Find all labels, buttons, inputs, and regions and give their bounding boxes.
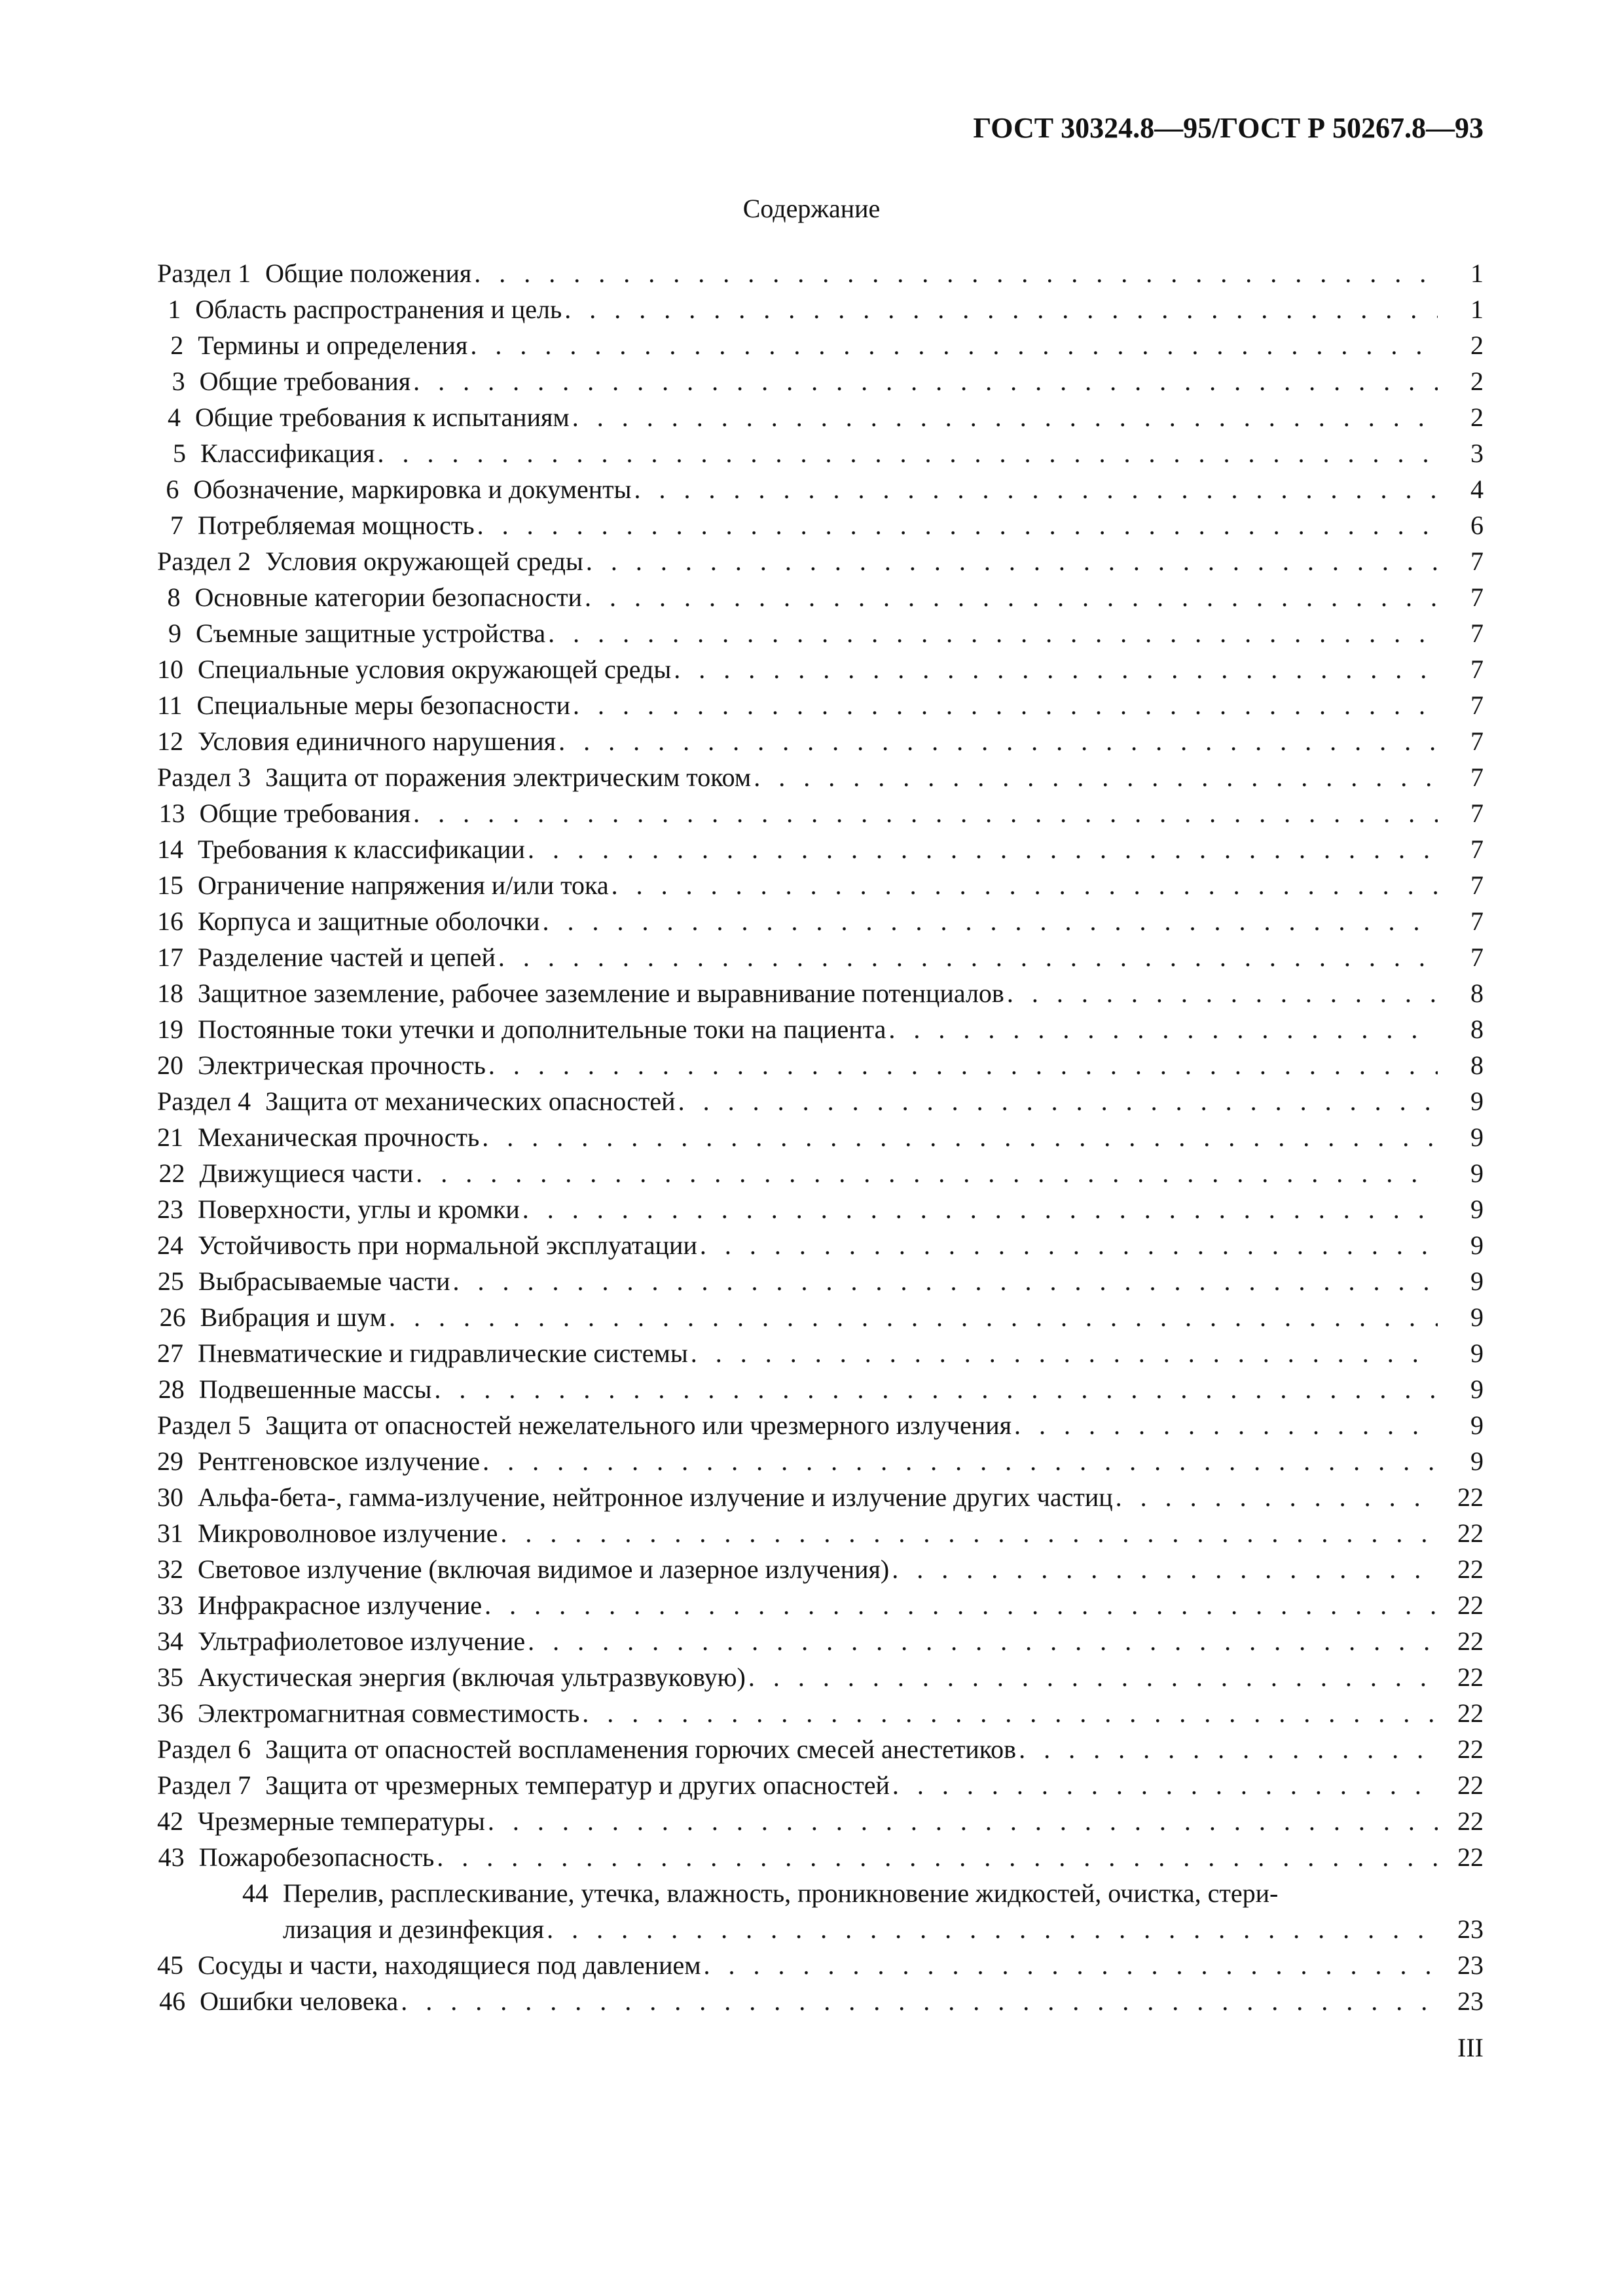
dot-leader — [413, 795, 1438, 831]
toc-page-number: 7 — [1470, 547, 1484, 576]
toc-item-row — [157, 1587, 1484, 1623]
toc-section-row — [157, 1083, 1484, 1119]
dot-leader — [500, 1515, 1438, 1551]
toc-section-number: Раздел 1 — [157, 259, 251, 288]
toc-section-number: Раздел 5 — [157, 1410, 251, 1440]
toc-item-label: Общие требования — [199, 367, 411, 396]
toc-item-number: 18 — [157, 978, 183, 1008]
toc-entry — [157, 1803, 1438, 1839]
toc-item-number: 27 — [157, 1338, 183, 1368]
toc-entry — [157, 1587, 1438, 1623]
toc-entry — [157, 399, 1438, 435]
toc-item-number: 31 — [157, 1518, 183, 1548]
toc-item-label: Общие требования — [199, 798, 411, 828]
toc-item-row — [157, 1839, 1484, 1875]
dot-leader — [585, 579, 1438, 615]
toc-item-row — [157, 723, 1484, 759]
dot-leader — [573, 687, 1438, 723]
toc-item-label: Акустическая энергия (включая ультразвуковую) — [198, 1662, 746, 1692]
toc-item-row — [157, 579, 1484, 615]
toc-entry — [157, 1983, 1438, 2019]
toc-item-label: Основные категории безопасности — [194, 583, 582, 612]
toc-item-row — [157, 1155, 1484, 1191]
toc-item-row — [157, 1443, 1484, 1479]
toc-item-label: Требования к классификации — [198, 834, 525, 864]
toc-entry — [157, 1047, 1438, 1083]
dot-leader — [484, 1587, 1438, 1623]
toc-page-number: 22 — [1457, 1482, 1484, 1512]
toc-item-label: Световое излучение (включая видимое и лазерное излучения) — [198, 1554, 890, 1584]
dot-leader — [434, 1371, 1438, 1407]
toc-item-row — [157, 1983, 1484, 2019]
dot-leader — [474, 255, 1438, 291]
toc-page-number: 22 — [1457, 1662, 1484, 1692]
toc-page-number: 22 — [1457, 1590, 1484, 1620]
toc-entry — [157, 543, 1438, 579]
toc-item-row — [157, 651, 1484, 687]
toc-item-label: Обозначение, маркировка и документы — [193, 475, 632, 504]
toc-entry — [157, 615, 1438, 651]
toc-page-number: 7 — [1470, 762, 1484, 792]
toc-entry — [157, 975, 1438, 1011]
toc-section-label: Защита от механических опасностей — [265, 1086, 676, 1116]
toc-item-label: Подвешенные массы — [198, 1374, 432, 1404]
dot-leader — [488, 1803, 1438, 1839]
toc-item-label: Корпуса и защитные оболочки — [198, 906, 540, 936]
toc-item-number: 46 — [159, 1986, 186, 2016]
dot-leader — [892, 1767, 1438, 1803]
dot-leader — [522, 1191, 1438, 1227]
toc-entry — [157, 1227, 1438, 1263]
toc-item-label: Условия единичного нарушения — [198, 726, 556, 756]
toc-page-number: 7 — [1470, 798, 1484, 828]
toc-item-label: Термины и определения — [198, 331, 468, 360]
dot-leader — [748, 1659, 1438, 1695]
dot-leader — [377, 435, 1438, 471]
toc-page-number: 8 — [1470, 1050, 1484, 1080]
toc-item-row — [157, 1479, 1484, 1515]
toc-item-label: Устойчивость при нормальной эксплуатации — [198, 1230, 697, 1260]
toc-item-label: Ошибки человека — [200, 1986, 399, 2016]
toc-item-number: 16 — [157, 906, 183, 936]
toc-page-number: 22 — [1457, 1626, 1484, 1656]
toc-entry — [157, 903, 1438, 939]
toc-page-number: 9 — [1470, 1122, 1484, 1152]
toc-entry — [157, 1731, 1438, 1767]
toc-item-number: 33 — [157, 1590, 183, 1620]
toc-item-row — [157, 939, 1484, 975]
toc-entry — [157, 327, 1438, 363]
toc-item-number: 3 — [172, 367, 185, 396]
toc-item-row — [157, 1623, 1484, 1659]
toc-page-number: 2 — [1470, 367, 1484, 396]
toc-entry — [157, 579, 1438, 615]
toc-page-number: 3 — [1470, 439, 1484, 468]
toc-item-row — [157, 867, 1484, 903]
toc-item-row — [157, 1875, 1484, 1947]
dot-leader — [542, 903, 1438, 939]
toc-item-label: Общие требования к испытаниям — [194, 403, 570, 432]
toc-page-number: 22 — [1457, 1734, 1484, 1764]
toc-item-label: Постоянные токи утечки и дополнительные токи на пациента — [198, 1014, 886, 1044]
toc-item-row — [157, 1263, 1484, 1299]
toc-item-label: Сосуды и части, находящиеся под давлением — [198, 1950, 701, 1980]
toc-page-number: 9 — [1470, 1446, 1484, 1476]
toc-item-label: Специальные условия окружающей среды — [198, 655, 672, 684]
toc-page-number: 1 — [1470, 259, 1484, 288]
dot-leader — [582, 1695, 1438, 1731]
dot-leader — [634, 471, 1438, 507]
toc-item-label: Микроволновое излучение — [198, 1518, 498, 1548]
toc-item-number: 30 — [157, 1482, 183, 1512]
toc-item-number: 23 — [157, 1194, 183, 1224]
table-of-contents — [157, 255, 1484, 2019]
toc-entry — [157, 867, 1438, 903]
toc-page-number: 8 — [1470, 978, 1484, 1008]
toc-item-number: 12 — [157, 726, 183, 756]
toc-entry — [157, 1335, 1438, 1371]
toc-item-number: 20 — [157, 1050, 183, 1080]
toc-section-row — [157, 1407, 1484, 1443]
dot-leader — [700, 1227, 1438, 1263]
toc-entry-line2 — [283, 1911, 1438, 1947]
toc-section-label: Защита от поражения электрическим током — [265, 762, 752, 792]
dot-leader — [548, 615, 1438, 651]
dot-leader — [482, 1119, 1438, 1155]
toc-item-number: 43 — [158, 1842, 185, 1872]
toc-item-row — [157, 1335, 1484, 1371]
page-number: III — [1457, 2033, 1484, 2062]
toc-item-row — [157, 1011, 1484, 1047]
dot-leader — [1019, 1731, 1438, 1767]
dot-leader — [470, 327, 1438, 363]
dot-leader — [416, 1155, 1438, 1191]
toc-section-number: Раздел 4 — [157, 1086, 251, 1116]
toc-item-number: 11 — [157, 691, 183, 720]
dot-leader — [586, 543, 1438, 579]
toc-item-label: Защитное заземление, рабочее заземление и выравнивание потенциалов — [198, 978, 1004, 1008]
toc-item-row — [157, 615, 1484, 651]
toc-item-label: Пневматические и гидравлические системы — [198, 1338, 688, 1368]
toc-entry — [157, 1947, 1438, 1983]
toc-item-label: Инфракрасное излучение — [198, 1590, 483, 1620]
toc-item-number: 19 — [157, 1014, 183, 1044]
dot-leader — [389, 1299, 1438, 1335]
toc-page-number: 23 — [1457, 1914, 1484, 1944]
toc-entry — [157, 435, 1438, 471]
toc-item-number: 25 — [157, 1266, 184, 1296]
toc-page-number: 9 — [1470, 1194, 1484, 1224]
toc-page-number: 9 — [1470, 1086, 1484, 1116]
toc-item-row — [157, 327, 1484, 363]
toc-item-label: Движущиеся части — [199, 1158, 414, 1188]
toc-section-label: Защита от опасностей нежелательного или чрезмерного излучения — [265, 1410, 1012, 1440]
dot-leader — [477, 507, 1438, 543]
toc-item-number: 6 — [166, 475, 179, 504]
toc-entry — [157, 1011, 1438, 1047]
toc-entry — [157, 1623, 1438, 1659]
toc-page-number: 7 — [1470, 942, 1484, 972]
toc-section-row — [157, 1731, 1484, 1767]
toc-entry — [157, 1407, 1438, 1443]
toc-item-row — [157, 1695, 1484, 1731]
toc-item-row — [157, 795, 1484, 831]
toc-entry — [157, 1263, 1438, 1299]
toc-item-row — [157, 1659, 1484, 1695]
toc-page-number: 22 — [1457, 1554, 1484, 1584]
toc-entry — [157, 723, 1438, 759]
toc-entry — [157, 1371, 1438, 1407]
toc-section-row — [157, 255, 1484, 291]
toc-page-number: 4 — [1470, 475, 1484, 504]
toc-item-number: 28 — [158, 1374, 185, 1404]
toc-item-number: 8 — [167, 583, 181, 612]
toc-item-number: 2 — [170, 331, 184, 360]
toc-page-number: 22 — [1457, 1806, 1484, 1836]
toc-item-label: Съемные защитные устройства — [195, 619, 546, 648]
toc-item-number: 26 — [159, 1302, 186, 1332]
dot-leader — [691, 1335, 1438, 1371]
toc-item-number: 24 — [157, 1230, 183, 1260]
toc-item-label: Чрезмерные температуры — [198, 1806, 485, 1836]
toc-section-number: Раздел 6 — [157, 1734, 251, 1764]
toc-page-number: 22 — [1457, 1770, 1484, 1800]
dot-leader — [1007, 975, 1438, 1011]
dot-leader — [754, 759, 1438, 795]
toc-item-label: Ультрафиолетовое излучение — [198, 1626, 526, 1656]
toc-page-number: 9 — [1470, 1338, 1484, 1368]
toc-item-number: 21 — [157, 1122, 183, 1152]
toc-page-number: 22 — [1457, 1698, 1484, 1728]
toc-item-row — [157, 831, 1484, 867]
toc-item-number: 9 — [168, 619, 181, 648]
toc-entry — [157, 1839, 1438, 1875]
toc-item-row — [157, 1191, 1484, 1227]
toc-item-number: 22 — [158, 1158, 185, 1188]
toc-entry — [157, 1479, 1438, 1515]
toc-item-row — [157, 1227, 1484, 1263]
toc-entry — [157, 795, 1438, 831]
toc-item-row — [157, 399, 1484, 435]
toc-entry — [157, 471, 1438, 507]
toc-page-number: 9 — [1470, 1302, 1484, 1332]
toc-item-label: Выбрасываемые части — [198, 1266, 450, 1296]
dot-leader — [564, 291, 1438, 327]
toc-page-number: 9 — [1470, 1158, 1484, 1188]
dot-leader — [488, 1047, 1438, 1083]
toc-entry — [157, 1191, 1438, 1227]
dot-leader — [528, 1623, 1438, 1659]
toc-item-label: Область распространения и цель — [195, 295, 562, 324]
toc-item-row — [157, 435, 1484, 471]
toc-entry — [157, 1695, 1438, 1731]
toc-item-label: Классификация — [200, 439, 375, 468]
dot-leader — [558, 723, 1438, 759]
toc-item-row — [157, 1119, 1484, 1155]
toc-entry — [157, 1551, 1438, 1587]
dot-leader — [453, 1263, 1438, 1299]
toc-entry — [157, 1083, 1438, 1119]
toc-item-row — [157, 903, 1484, 939]
dot-leader — [678, 1083, 1438, 1119]
toc-page-number: 9 — [1470, 1374, 1484, 1404]
toc-page-number: 7 — [1470, 906, 1484, 936]
toc-item-number: 42 — [157, 1806, 183, 1836]
toc-item-label: Механическая прочность — [198, 1122, 480, 1152]
toc-entry — [157, 939, 1438, 975]
toc-entry — [157, 651, 1438, 687]
toc-item-number: 36 — [157, 1698, 183, 1728]
dot-leader — [498, 939, 1438, 975]
toc-entry — [157, 363, 1438, 399]
dot-leader — [674, 651, 1438, 687]
toc-page-number: 7 — [1470, 583, 1484, 612]
toc-item-label: Электрическая прочность — [198, 1050, 486, 1080]
toc-item-label: Поверхности, углы и кромки — [198, 1194, 520, 1224]
toc-item-number: 44 — [242, 1878, 268, 1908]
toc-page-number: 7 — [1470, 655, 1484, 684]
toc-entry — [157, 1659, 1438, 1695]
toc-page-number: 23 — [1457, 1986, 1484, 2016]
toc-item-number: 17 — [157, 942, 183, 972]
toc-page-number: 7 — [1470, 691, 1484, 720]
toc-page-number: 7 — [1470, 726, 1484, 756]
toc-page-number: 1 — [1470, 295, 1484, 324]
toc-item-label: Рентгеновское излучение — [198, 1446, 481, 1476]
toc-section-label: Условия окружающей среды — [265, 547, 583, 576]
toc-page-number: 7 — [1470, 619, 1484, 648]
toc-entry — [157, 1119, 1438, 1155]
toc-page-number: 9 — [1470, 1266, 1484, 1296]
toc-page-number: 7 — [1470, 834, 1484, 864]
toc-item-number: 4 — [167, 403, 181, 432]
toc-entry — [157, 1299, 1438, 1335]
toc-entry — [157, 291, 1438, 327]
page-title: Содержание — [742, 194, 881, 223]
toc-page-number: 7 — [1470, 870, 1484, 900]
toc-item-row — [157, 291, 1484, 327]
toc-item-number: 45 — [157, 1950, 183, 1980]
toc-item-label: Пожаробезопасность — [198, 1842, 435, 1872]
dot-leader — [483, 1443, 1438, 1479]
toc-entry — [157, 759, 1438, 795]
toc-item-number: 34 — [157, 1626, 183, 1656]
toc-item-number: 15 — [157, 870, 183, 900]
toc-item-row — [157, 1947, 1484, 1983]
toc-entry — [157, 255, 1438, 291]
toc-item-number: 32 — [157, 1554, 183, 1584]
toc-entry — [157, 1515, 1438, 1551]
toc-section-number: Раздел 3 — [157, 762, 251, 792]
standard-designation: ГОСТ 30324.8—95/ГОСТ Р 50267.8—93 — [973, 112, 1484, 144]
toc-item-number: 5 — [173, 439, 187, 468]
toc-item-row — [157, 507, 1484, 543]
toc-item-label: Ограничение напряжения и/или тока — [198, 870, 609, 900]
toc-entry-line1 — [242, 1875, 1484, 1911]
toc-item-label: Альфа-бета-, гамма-излучение, нейтронное излучение и излучение других частиц — [198, 1482, 1113, 1512]
dot-leader — [888, 1011, 1438, 1047]
dot-leader — [413, 363, 1438, 399]
toc-page-number: 2 — [1470, 331, 1484, 360]
toc-entry — [157, 831, 1438, 867]
toc-item-label: Разделение частей и цепей — [198, 942, 496, 972]
toc-section-row — [157, 759, 1484, 795]
toc-entry — [157, 1767, 1438, 1803]
toc-item-number: 29 — [157, 1446, 183, 1476]
toc-page-number: 22 — [1457, 1518, 1484, 1548]
dot-leader — [1116, 1479, 1438, 1515]
toc-item-row — [157, 1515, 1484, 1551]
toc-section-number: Раздел 2 — [157, 547, 251, 576]
toc-item-row — [157, 363, 1484, 399]
toc-entry — [157, 687, 1438, 723]
dot-leader — [528, 831, 1438, 867]
toc-item-row — [157, 1803, 1484, 1839]
toc-item-row — [157, 975, 1484, 1011]
toc-item-row — [157, 1299, 1484, 1335]
toc-section-label: Общие положения — [265, 259, 472, 288]
toc-page-number: 9 — [1470, 1230, 1484, 1260]
toc-item-label: Вибрация и шум — [200, 1302, 386, 1332]
dot-leader — [1014, 1407, 1438, 1443]
toc-item-number: 10 — [157, 655, 183, 684]
toc-entry — [157, 1443, 1438, 1479]
toc-page-number: 6 — [1470, 511, 1484, 540]
toc-item-row — [157, 687, 1484, 723]
toc-item-row — [157, 1551, 1484, 1587]
toc-item-label-continued: лизация и дезинфекция — [283, 1914, 545, 1944]
dot-leader — [547, 1911, 1438, 1947]
toc-section-row — [157, 1767, 1484, 1803]
toc-item-number: 35 — [157, 1662, 183, 1692]
dot-leader — [611, 867, 1438, 903]
toc-item-number: 14 — [157, 834, 183, 864]
toc-page-number: 9 — [1470, 1410, 1484, 1440]
toc-page-number: 22 — [1457, 1842, 1484, 1872]
toc-page-number: 2 — [1470, 403, 1484, 432]
toc-item-label: Специальные меры безопасности — [196, 691, 571, 720]
toc-section-label: Защита от чрезмерных температур и других опасностей — [265, 1770, 890, 1800]
dot-leader — [437, 1839, 1438, 1875]
toc-item-number: 7 — [170, 511, 183, 540]
toc-item-number: 13 — [158, 798, 185, 828]
toc-item-number: 1 — [168, 295, 181, 324]
toc-page-number: 8 — [1470, 1014, 1484, 1044]
toc-item-row — [157, 1047, 1484, 1083]
dot-leader — [892, 1551, 1438, 1587]
toc-item-label: Электромагнитная совместимость — [198, 1698, 580, 1728]
toc-item-label: Потребляемая мощность — [197, 511, 475, 540]
dot-leader — [704, 1947, 1438, 1983]
toc-entry — [157, 1155, 1438, 1191]
toc-section-number: Раздел 7 — [157, 1770, 251, 1800]
toc-section-row — [157, 543, 1484, 579]
toc-entry — [157, 507, 1438, 543]
dot-leader — [572, 399, 1438, 435]
toc-item-label: Перелив, расплескивание, утечка, влажность, проникновение жидкостей, очистка, стери- — [283, 1878, 1279, 1908]
dot-leader — [401, 1983, 1438, 2019]
toc-section-label: Защита от опасностей воспламенения горючих смесей анестетиков — [265, 1734, 1017, 1764]
toc-item-row — [157, 1371, 1484, 1407]
toc-page-number: 23 — [1457, 1950, 1484, 1980]
toc-item-row — [157, 471, 1484, 507]
